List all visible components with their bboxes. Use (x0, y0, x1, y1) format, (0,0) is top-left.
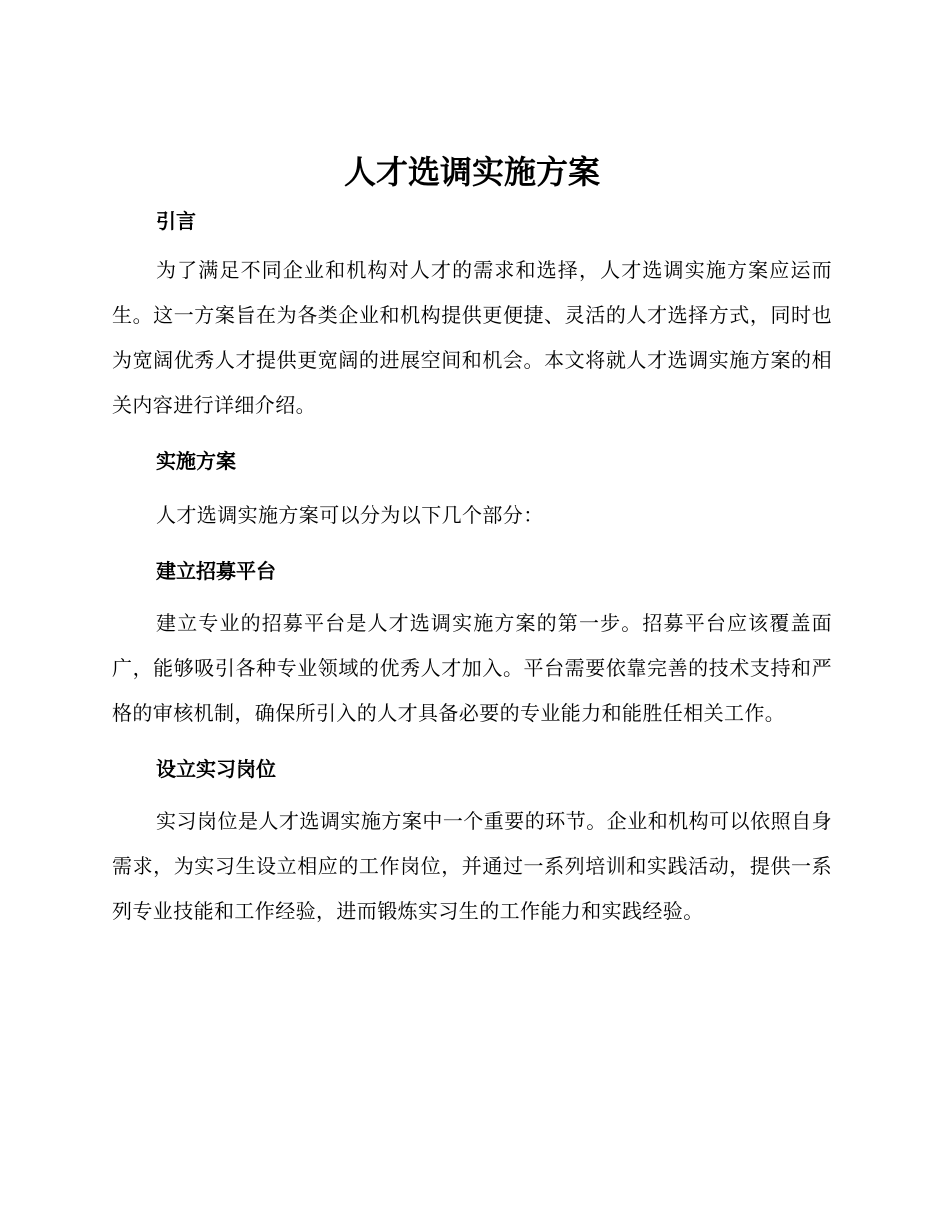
document-title: 人才选调实施方案 (343, 153, 600, 191)
section-heading-recruitment-platform: 建立招募平台 (156, 559, 276, 583)
paragraph-introduction: 为了满足不同企业和机构对人才的需求和选择，人才选调实施方案应运而生。这一方案旨在为各类企业和机构提供更便捷、灵活的人才选择方式，同时也为宽阔优秀人才提供更宽阔的进展空间和机会。本文将就人才选调实施方案的相关内容进行详细介绍。 (112, 258, 832, 417)
paragraph-recruitment-platform: 建立专业的招募平台是人才选调实施方案的第一步。招募平台应该覆盖面广，能够吸引各种专业领域的优秀人才加入。平台需要依靠完善的技术支持和严格的审核机制，确保所引入的人才具备必要的专业能力和能胜任相关工作。 (112, 611, 832, 725)
document-page (112, 148, 832, 934)
paragraph-internship-positions: 实习岗位是人才选调实施方案中一个重要的环节。企业和机构可以依照自身需求，为实习生设立相应的工作岗位，并通过一系列培训和实践活动，提供一系列专业技能和工作经验，进而锻炼实习生的工作能力和实践经验。 (112, 809, 832, 923)
section-heading-internship-positions: 设立实习岗位 (156, 757, 276, 781)
paragraph-implementation-plan: 人才选调实施方案可以分为以下几个部分： (156, 503, 544, 527)
section-heading-implementation-plan: 实施方案 (156, 449, 236, 473)
section-heading-introduction: 引言 (156, 209, 196, 233)
